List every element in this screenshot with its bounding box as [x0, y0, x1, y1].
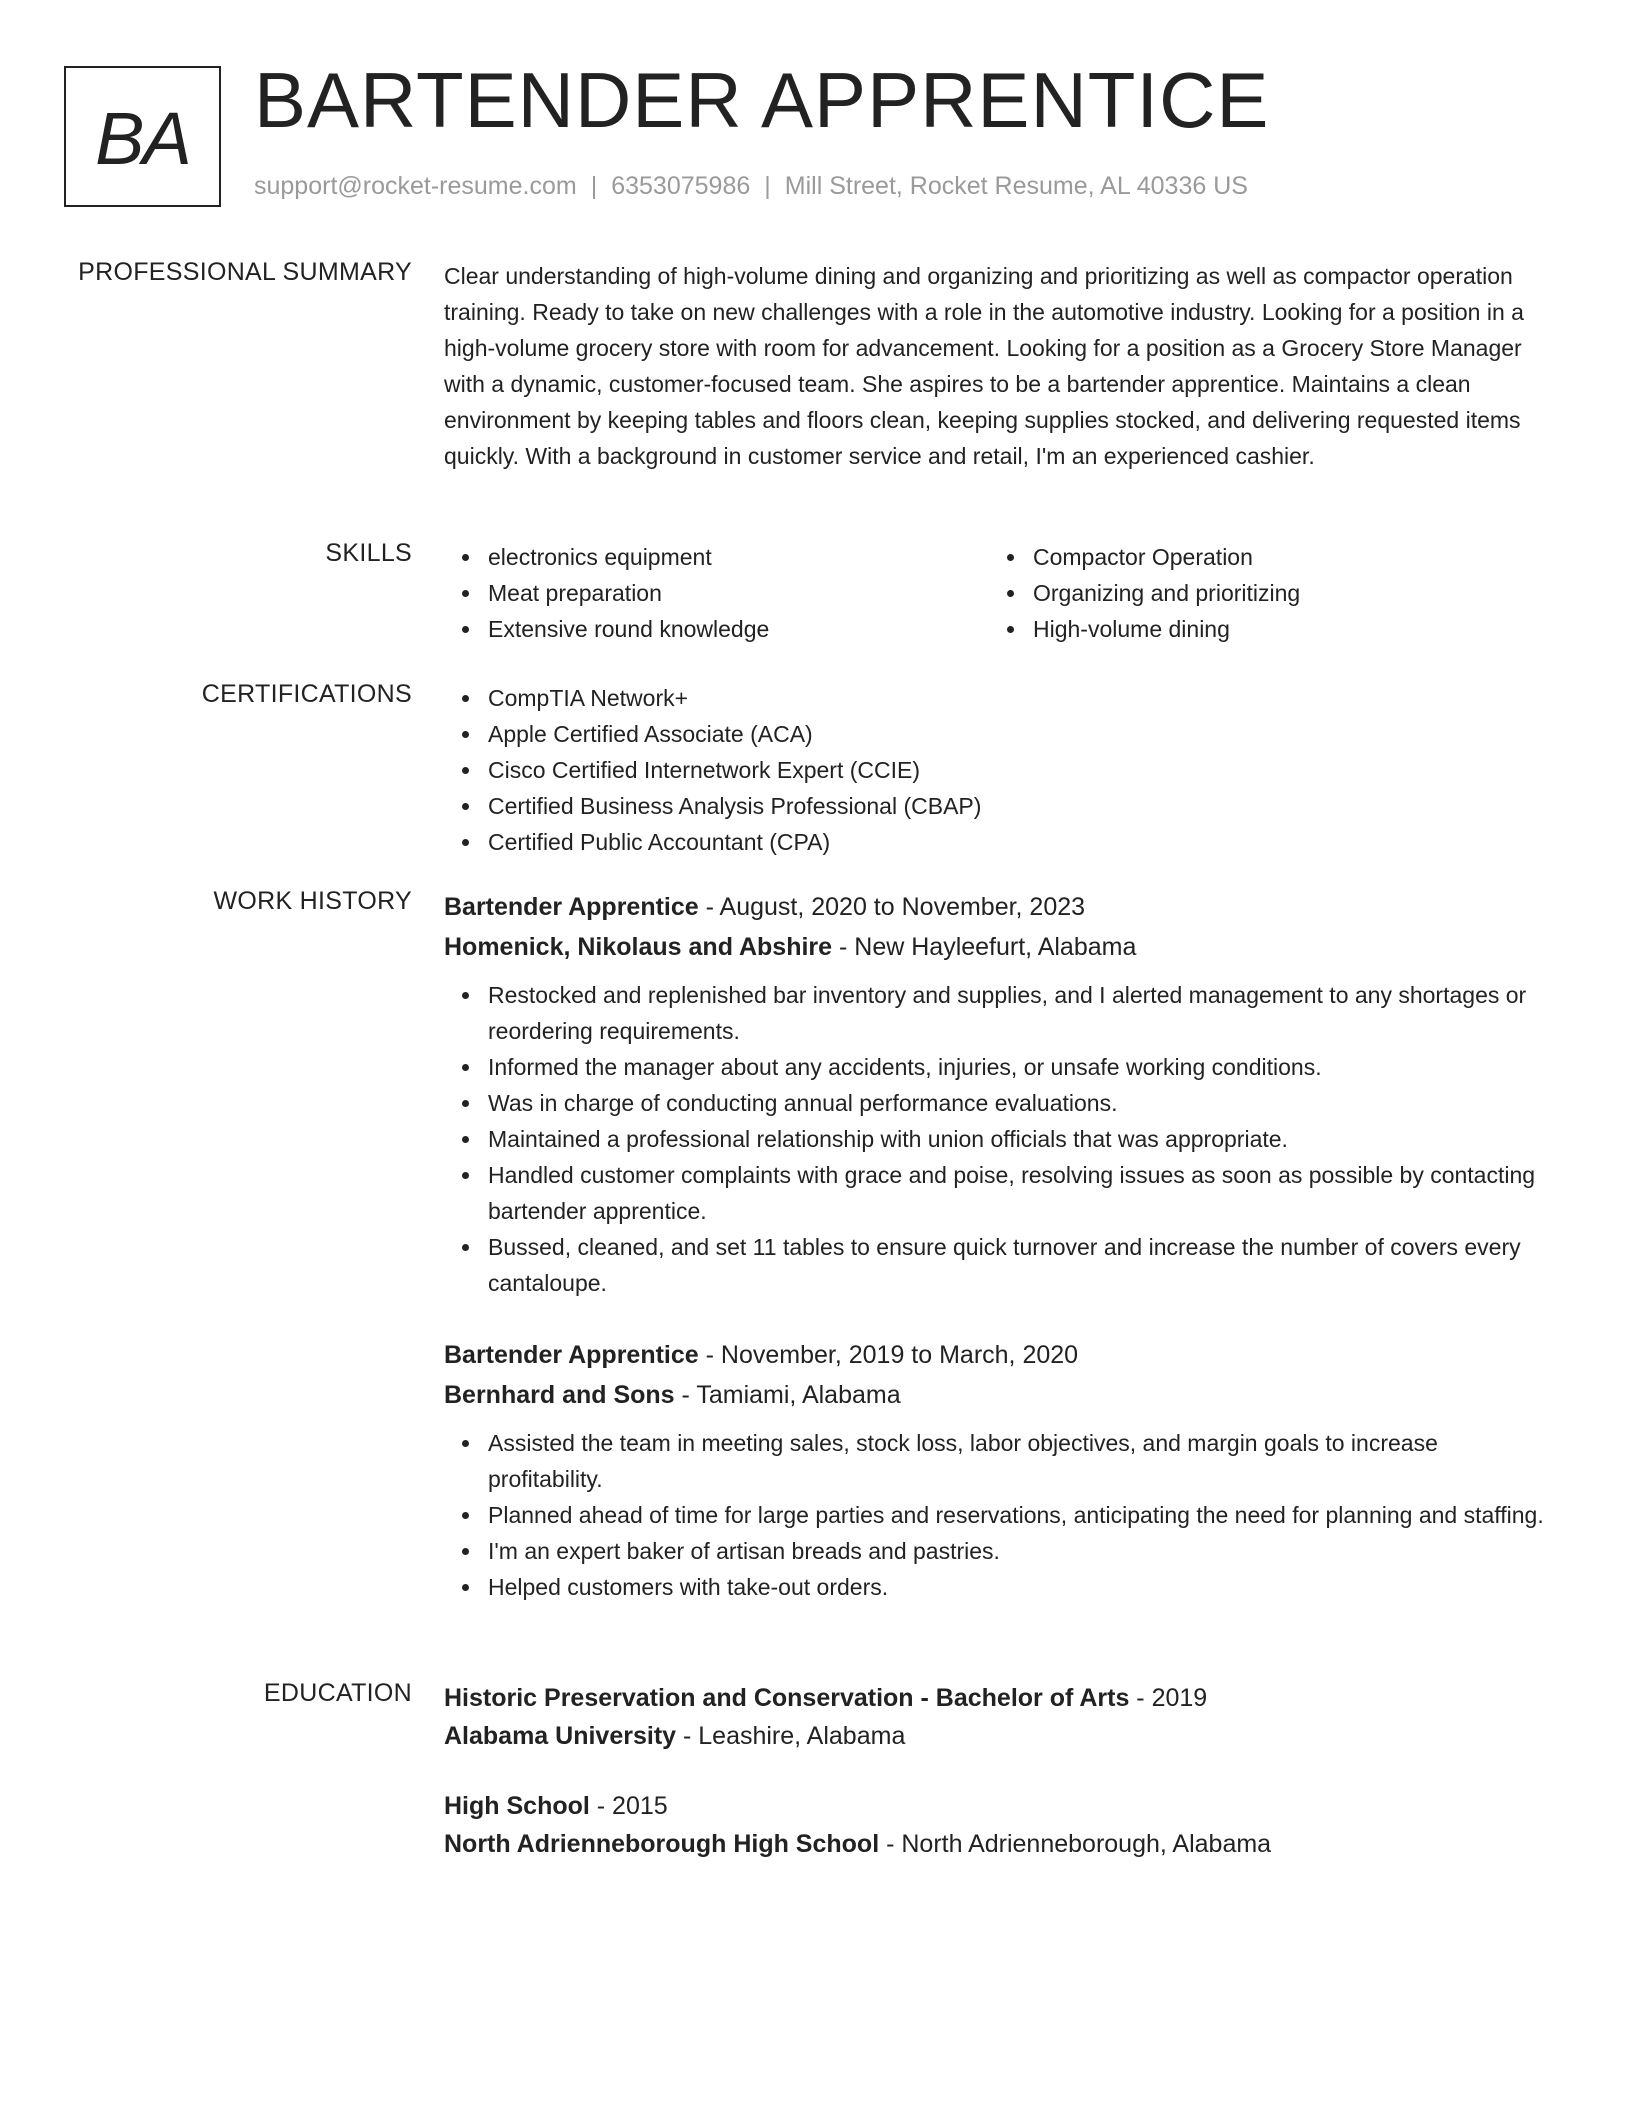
work-history-body: [444, 887, 1554, 1639]
job-company: Homenick, Nikolaus and Abshire: [444, 933, 833, 961]
education-degree-line: [444, 1787, 1554, 1825]
job-bullet: Helped customers with take-out orders.: [444, 1569, 1554, 1605]
job-bullet: Handled customer complaints with grace and poise, resolving issues as soon as possible by contacting bartender apprentice.: [444, 1157, 1554, 1229]
certifications-body: [444, 680, 1554, 860]
skill-item: High-volume dining: [989, 611, 1534, 647]
job-company-line: [444, 927, 1554, 967]
skill-item: Compactor Operation: [989, 539, 1534, 575]
certifications-list: [444, 680, 1554, 860]
education-degree: High School: [444, 1792, 590, 1820]
job-entry: [444, 887, 1554, 1301]
skill-item: Meat preparation: [444, 575, 989, 611]
section-title-certifications: CERTIFICATIONS: [201, 680, 412, 708]
education-degree-line: [444, 1679, 1554, 1717]
contact-address: Mill Street, Rocket Resume, AL 40336 US: [784, 172, 1248, 200]
education-school-line: [444, 1717, 1554, 1755]
education-location: - Leashire, Alabama: [676, 1722, 906, 1750]
contact-separator: |: [764, 172, 771, 200]
candidate-name: BARTENDER APPRENTICE: [254, 56, 1270, 144]
section-title-skills: SKILLS: [325, 539, 412, 567]
job-dates: - August, 2020 to November, 2023: [698, 893, 1086, 921]
contact-line: [254, 172, 1248, 201]
skills-body: [444, 539, 1554, 647]
contact-separator: |: [590, 172, 598, 200]
education-entry: [444, 1679, 1554, 1755]
job-company: Bernhard and Sons: [444, 1381, 675, 1409]
job-title-line: [444, 887, 1554, 927]
education-school-line: [444, 1825, 1554, 1863]
skill-item: Extensive round knowledge: [444, 611, 989, 647]
job-location: - Tamiami, Alabama: [674, 1381, 901, 1409]
education-year: - 2019: [1129, 1684, 1208, 1712]
job-bullet: Maintained a professional relationship with union officials that was appropriate.: [444, 1121, 1554, 1157]
skill-item: electronics equipment: [444, 539, 989, 575]
certification-item: CompTIA Network+: [444, 680, 1554, 716]
certification-item: Certified Public Accountant (CPA): [444, 824, 1554, 860]
job-bullet: Assisted the team in meeting sales, stock loss, labor objectives, and margin goals to increase profitability.: [444, 1425, 1554, 1497]
job-entry: [444, 1335, 1554, 1605]
job-bullet: I'm an expert baker of artisan breads and pastries.: [444, 1533, 1554, 1569]
summary-text: Clear understanding of high-volume dining and organizing and prioritizing as well as compactor operation training. Ready to take on new challenges with a role in the automotive industry. Looking for a position in a high-volume grocery store with room for advancement. Looking for a position as a Grocery Store Manager with a dynamic, customer-focused team. She aspires to be a bartender apprentice. Maintains a clean environment by keeping tables and floors clean, keeping supplies stocked, and delivering requested items quickly. With a background in customer service and retail, I'm an experienced cashier.: [444, 263, 1524, 469]
education-year: - 2015: [589, 1792, 668, 1820]
certification-item: Certified Business Analysis Professional (CBAP): [444, 788, 1554, 824]
education-degree: Historic Preservation and Conservation - Bachelor of Arts: [444, 1684, 1130, 1712]
job-bullet: Restocked and replenished bar inventory and supplies, and I alerted management to any shortages or reordering requirements.: [444, 977, 1554, 1049]
education-entry: [444, 1787, 1554, 1863]
education-school: North Adrienneborough High School: [444, 1830, 880, 1858]
job-company-line: [444, 1375, 1554, 1415]
education-school: Alabama University: [444, 1722, 677, 1750]
section-title-summary: PROFESSIONAL SUMMARY: [78, 258, 412, 286]
job-bullet-list: [444, 1425, 1554, 1605]
certification-item: Cisco Certified Internetwork Expert (CCIE): [444, 752, 1554, 788]
job-bullet: Informed the manager about any accidents, injuries, or unsafe working conditions.: [444, 1049, 1554, 1085]
monogram-initials: BA: [95, 97, 190, 180]
education-location: - North Adrienneborough, Alabama: [879, 1830, 1272, 1858]
monogram-box: [64, 66, 221, 207]
job-bullet-list: [444, 977, 1554, 1301]
section-title-education: EDUCATION: [263, 1679, 412, 1707]
job-role: Bartender Apprentice: [444, 1341, 699, 1369]
job-bullet: Planned ahead of time for large parties and reservations, anticipating the need for planning and staffing.: [444, 1497, 1554, 1533]
job-location: - New Hayleefurt, Alabama: [832, 933, 1137, 961]
job-bullet: Was in charge of conducting annual performance evaluations.: [444, 1085, 1554, 1121]
job-dates: - November, 2019 to March, 2020: [698, 1341, 1079, 1369]
education-body: [444, 1679, 1554, 1895]
job-role: Bartender Apprentice: [444, 893, 699, 921]
summary-body: [444, 258, 1554, 474]
job-bullet: Bussed, cleaned, and set 11 tables to ensure quick turnover and increase the number of covers every cantaloupe.: [444, 1229, 1554, 1301]
skills-column-2: [989, 539, 1534, 647]
section-title-work-history: WORK HISTORY: [213, 887, 412, 915]
contact-email[interactable]: support@rocket-resume.com: [254, 172, 577, 200]
skill-item: Organizing and prioritizing: [989, 575, 1534, 611]
skills-column-1: [444, 539, 989, 647]
job-title-line: [444, 1335, 1554, 1375]
certification-item: Apple Certified Associate (ACA): [444, 716, 1554, 752]
contact-phone[interactable]: 6353075986: [611, 172, 751, 200]
skills-grid: [444, 539, 1554, 647]
